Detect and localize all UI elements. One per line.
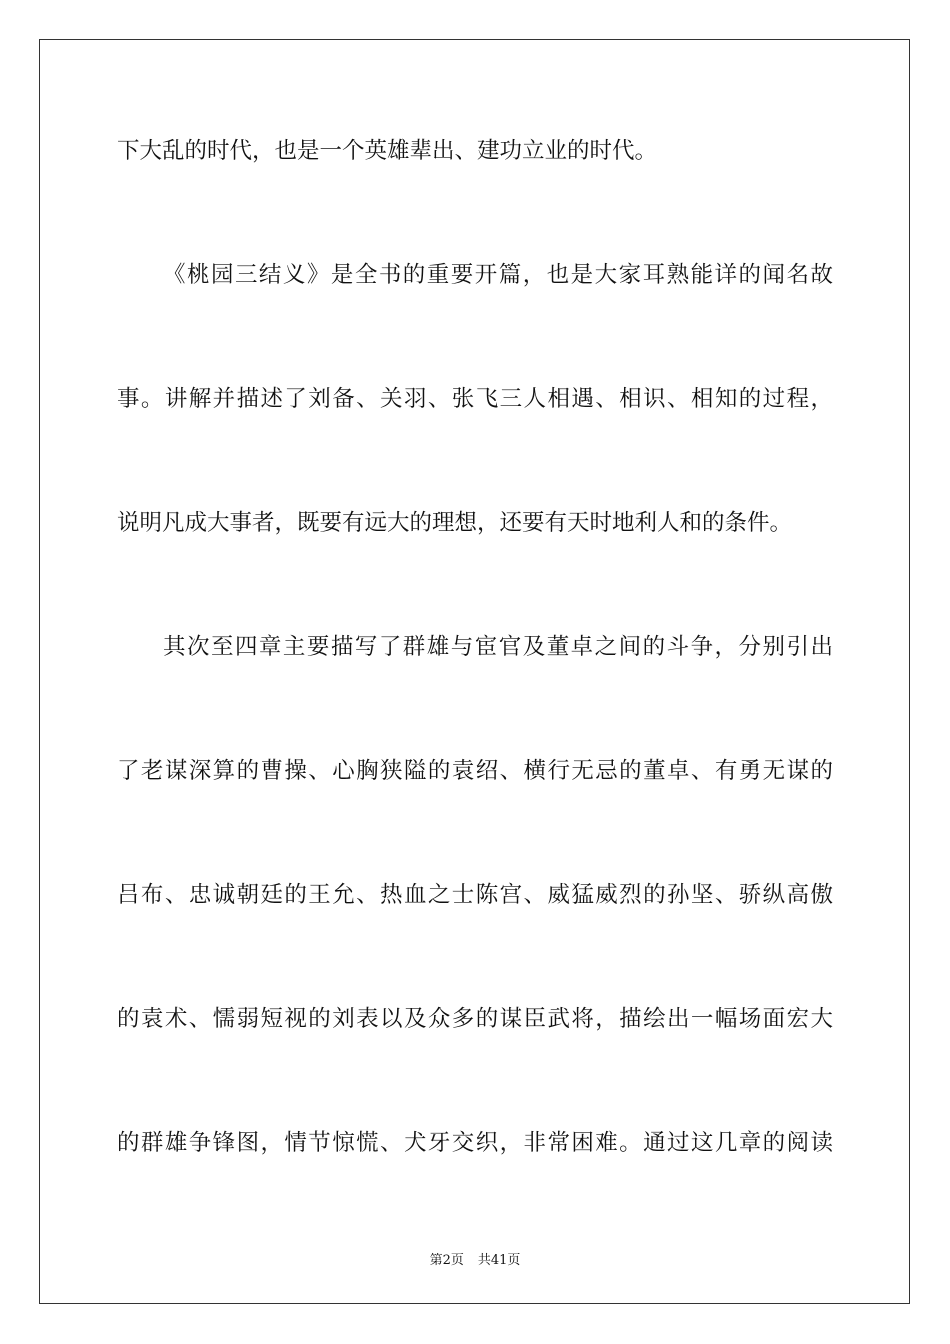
text-line: 的袁术、懦弱短视的刘表以及众多的谋臣武将，描绘出一幅场面宏大 xyxy=(117,1006,833,1032)
text-line: 吕布、忠诚朝廷的王允、热血之士陈宫、威猛威烈的孙坚、骄纵高傲 xyxy=(117,882,833,908)
text-line: 下大乱的时代，也是一个英雄辈出、建功立业的时代。 xyxy=(117,138,658,164)
page-footer xyxy=(0,1249,950,1268)
text-line: 其次至四章主要描写了群雄与宦官及董卓之间的斗争，分别引出 xyxy=(163,634,833,660)
page-border xyxy=(39,39,910,1304)
text-line: 说明凡成大事者，既要有远大的理想，还要有天时地利人和的条件。 xyxy=(117,510,793,536)
page-total: 共41页 xyxy=(477,1253,521,1268)
text-line: 的群雄争锋图，情节惊慌、犬牙交织，非常困难。通过这几章的阅读 xyxy=(117,1130,833,1156)
text-line: 了老谋深算的曹操、心胸狭隘的袁绍、横行无忌的董卓、有勇无谋的 xyxy=(117,758,833,784)
page-number: 第2页 xyxy=(429,1253,464,1268)
text-line: 事。讲解并描述了刘备、关羽、张飞三人相遇、相识、相知的过程， xyxy=(117,386,833,412)
text-line: 《桃园三结义》是全书的重要开篇，也是大家耳熟能详的闻名故 xyxy=(163,262,833,288)
